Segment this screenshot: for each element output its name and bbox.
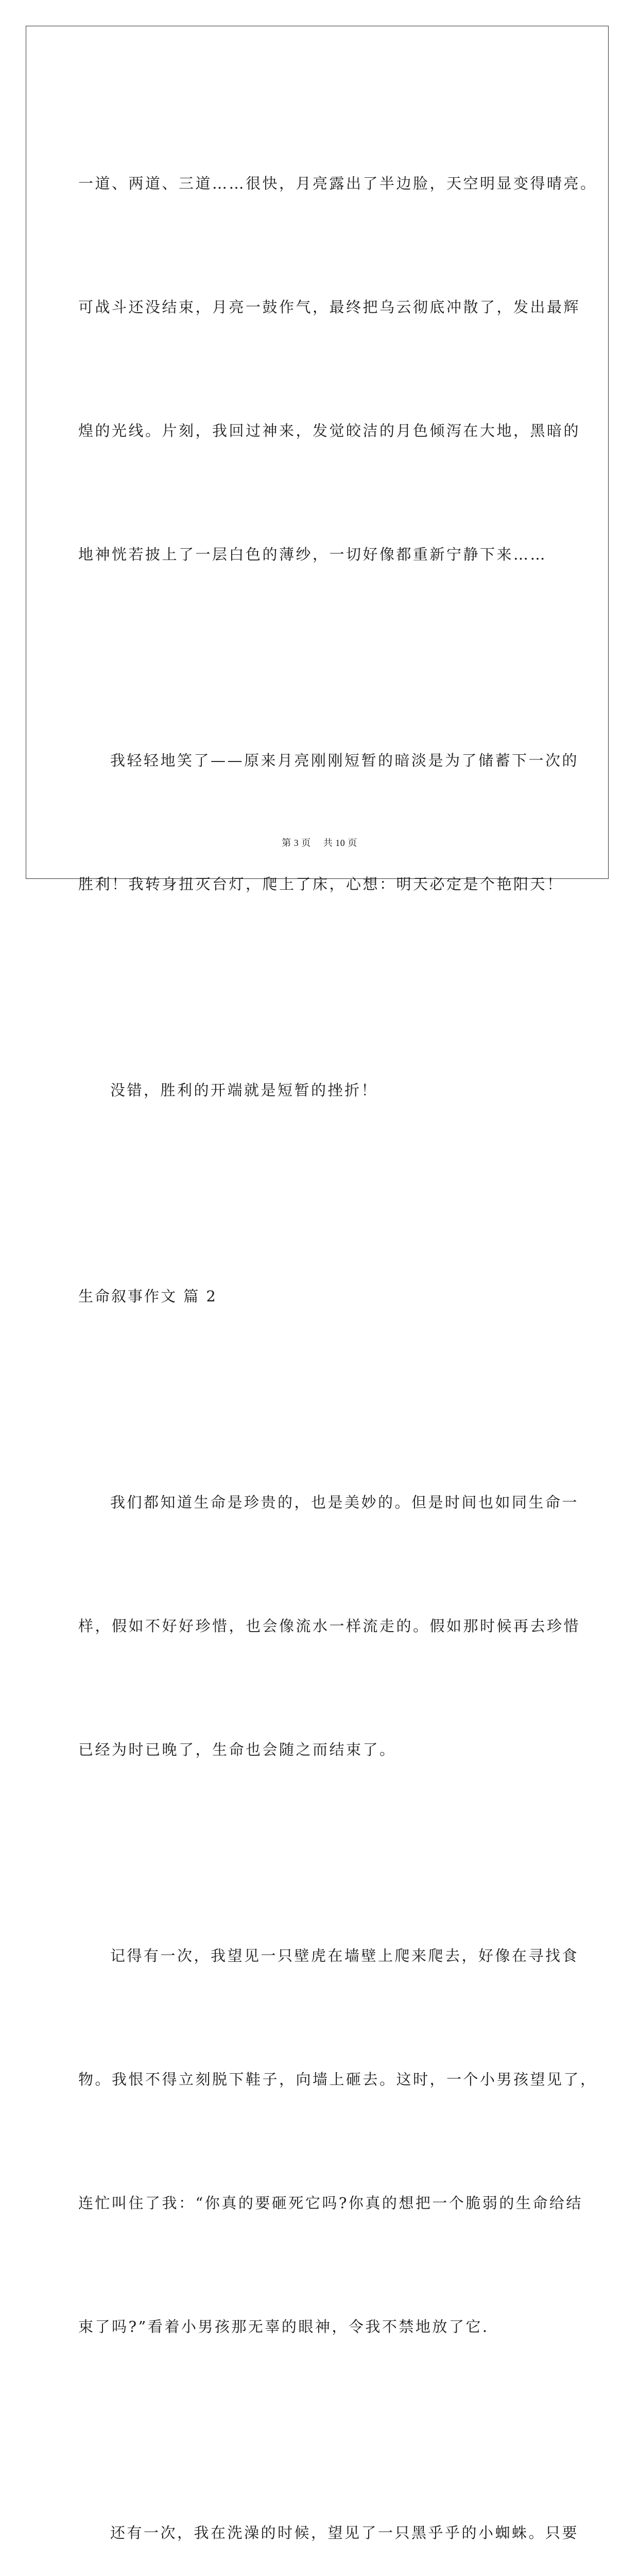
paragraph <box>78 1399 581 1853</box>
text-line: 连忙叫住了我：“你真的要砸死它吗?你真的想把一个脆弱的生命给结 <box>78 2194 583 2212</box>
text-line: 地神恍若披上了一层白色的薄纱，一切好像都重新宁静下来…… <box>78 546 547 563</box>
paragraph <box>78 1853 597 2430</box>
text-line: 一道、两道、三道……很快，月亮露出了半边脸，天空明显变得晴亮。 <box>78 175 597 192</box>
page-footer <box>0 836 639 849</box>
text-line: 可战斗还没结束，月亮一鼓作气，最终把乌云彻底冲散了，发出最辉 <box>78 298 581 316</box>
paragraph <box>78 2430 579 2576</box>
text-line: 已经为时已晚了，生命也会随之而结束了。 <box>78 1741 396 1758</box>
text-line: 束了吗?”看着小男孩那无辜的眼神，令我不禁地放了它. <box>78 2318 489 2335</box>
paragraph <box>78 80 597 657</box>
text-line: 我们都知道生命是珍贵的，也是美妙的。但是时间也如同生命一 <box>110 1494 579 1511</box>
text-line: 没错，胜利的开端就是短暂的挫折！ <box>110 1081 378 1099</box>
text-line: 记得有一次，我望见一只壁虎在墙壁上爬来爬去，好像在寻找食 <box>110 1947 579 1964</box>
text-line: 煌的光线。片刻，我回过神来，发觉皎洁的月色倾泻在大地，黑暗的 <box>78 422 581 439</box>
text-line: 我轻轻地笑了——原来月亮刚刚短暂的暗淡是为了储蓄下一次的 <box>110 752 579 769</box>
page-total: 共 10 页 <box>323 838 357 848</box>
text-line: 样，假如不好好珍惜，也会像流水一样流走的。假如那时候再去珍惜 <box>78 1617 581 1635</box>
paragraph <box>78 987 562 1193</box>
page-number: 第 3 页 <box>282 838 311 848</box>
text-line: 物。我恨不得立刻脱下鞋子，向墙上砸去。这时，一个小男孩望见了， <box>78 2071 597 2088</box>
paragraph <box>78 657 579 987</box>
text-line: 胜利！我转身扭灭台灯，爬上了床，心想：明天必定是个艳阳天！ <box>78 875 564 893</box>
section-heading <box>78 1193 562 1399</box>
text-line: 还有一次，我在洗澡的时候，望见了一只黑乎乎的小蜘蛛。只要 <box>110 2524 579 2541</box>
document-body <box>78 80 597 2576</box>
heading-text: 生命叙事作文 篇 2 <box>78 1287 217 1305</box>
